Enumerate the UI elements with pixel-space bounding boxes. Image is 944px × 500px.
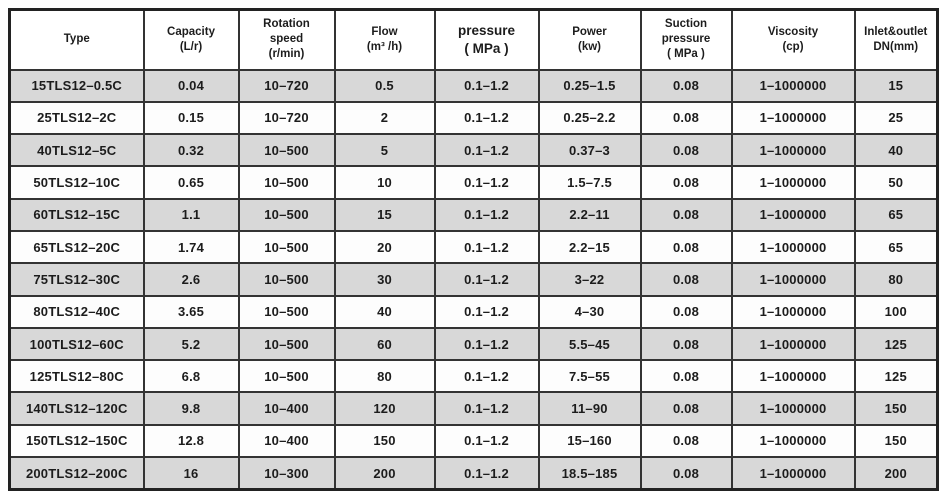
column-header-line: pressure xyxy=(661,33,711,46)
cell-flow: 5 xyxy=(335,134,435,166)
cell-rotation-speed: 10–720 xyxy=(239,102,335,134)
cell-type: 60TLS12–15C xyxy=(10,199,144,231)
cell-flow: 20 xyxy=(335,231,435,263)
cell-capacity: 1.74 xyxy=(144,231,239,263)
table-row-125TLS12–80C xyxy=(10,360,938,392)
cell-rotation-speed: 10–400 xyxy=(239,425,335,457)
cell-flow: 10 xyxy=(335,166,435,198)
column-header-line: ( MPa ) xyxy=(464,40,509,56)
cell-inlet-outlet-dn: 80 xyxy=(855,263,938,295)
column-header-suction-pressure xyxy=(641,10,732,70)
cell-capacity: 0.04 xyxy=(144,70,239,102)
cell-power: 15–160 xyxy=(539,425,641,457)
column-header-line: Suction xyxy=(664,18,708,31)
column-header-inlet-outlet-dn xyxy=(855,10,938,70)
cell-flow: 200 xyxy=(335,457,435,489)
cell-power: 3–22 xyxy=(539,263,641,295)
column-header-line: (L/r) xyxy=(179,40,203,53)
cell-inlet-outlet-dn: 25 xyxy=(855,102,938,134)
cell-viscosity: 1–1000000 xyxy=(732,231,855,263)
cell-flow: 30 xyxy=(335,263,435,295)
cell-type: 100TLS12–60C xyxy=(10,328,144,360)
cell-pressure: 0.1–1.2 xyxy=(435,134,539,166)
column-header-line: Flow xyxy=(371,25,398,38)
cell-viscosity: 1–1000000 xyxy=(732,425,855,457)
cell-flow: 80 xyxy=(335,360,435,392)
cell-flow: 40 xyxy=(335,296,435,328)
cell-capacity: 1.1 xyxy=(144,199,239,231)
cell-power: 1.5–7.5 xyxy=(539,166,641,198)
cell-type: 65TLS12–20C xyxy=(10,231,144,263)
cell-power: 0.25–2.2 xyxy=(539,102,641,134)
table-row-60TLS12–15C xyxy=(10,199,938,231)
column-header-line: (r/min) xyxy=(268,48,305,61)
cell-viscosity: 1–1000000 xyxy=(732,263,855,295)
cell-suction-pressure: 0.08 xyxy=(641,70,732,102)
cell-capacity: 0.15 xyxy=(144,102,239,134)
cell-capacity: 2.6 xyxy=(144,263,239,295)
cell-pressure: 0.1–1.2 xyxy=(435,457,539,489)
table-row-50TLS12–10C xyxy=(10,166,938,198)
cell-flow: 15 xyxy=(335,199,435,231)
table-row-140TLS12–120C xyxy=(10,392,938,424)
column-header-type xyxy=(10,10,144,70)
column-header-line: pressure xyxy=(457,23,516,39)
table-row-200TLS12–200C xyxy=(10,457,938,489)
cell-capacity: 12.8 xyxy=(144,425,239,457)
table-header-row xyxy=(10,10,938,70)
cell-rotation-speed: 10–500 xyxy=(239,360,335,392)
cell-inlet-outlet-dn: 40 xyxy=(855,134,938,166)
column-header-viscosity xyxy=(732,10,855,70)
column-header-line: DN(mm) xyxy=(873,40,919,53)
cell-power: 4–30 xyxy=(539,296,641,328)
table-row-100TLS12–60C xyxy=(10,328,938,360)
cell-pressure: 0.1–1.2 xyxy=(435,360,539,392)
cell-viscosity: 1–1000000 xyxy=(732,457,855,489)
cell-rotation-speed: 10–500 xyxy=(239,328,335,360)
table-body xyxy=(10,70,938,490)
cell-inlet-outlet-dn: 50 xyxy=(855,166,938,198)
cell-viscosity: 1–1000000 xyxy=(732,392,855,424)
table-header xyxy=(10,10,938,70)
cell-pressure: 0.1–1.2 xyxy=(435,70,539,102)
cell-capacity: 0.65 xyxy=(144,166,239,198)
cell-rotation-speed: 10–500 xyxy=(239,296,335,328)
column-header-line: ( MPa ) xyxy=(667,48,705,61)
cell-suction-pressure: 0.08 xyxy=(641,166,732,198)
table-row-15TLS12–0.5C xyxy=(10,70,938,102)
cell-capacity: 0.32 xyxy=(144,134,239,166)
cell-viscosity: 1–1000000 xyxy=(732,166,855,198)
cell-type: 75TLS12–30C xyxy=(10,263,144,295)
cell-power: 0.25–1.5 xyxy=(539,70,641,102)
cell-rotation-speed: 10–400 xyxy=(239,392,335,424)
cell-pressure: 0.1–1.2 xyxy=(435,296,539,328)
cell-inlet-outlet-dn: 65 xyxy=(855,199,938,231)
cell-type: 15TLS12–0.5C xyxy=(10,70,144,102)
cell-suction-pressure: 0.08 xyxy=(641,360,732,392)
cell-pressure: 0.1–1.2 xyxy=(435,425,539,457)
cell-capacity: 5.2 xyxy=(144,328,239,360)
cell-viscosity: 1–1000000 xyxy=(732,199,855,231)
column-header-line: Rotation xyxy=(263,18,310,31)
column-header-line: (kw) xyxy=(578,40,601,53)
cell-pressure: 0.1–1.2 xyxy=(435,392,539,424)
cell-inlet-outlet-dn: 15 xyxy=(855,70,938,102)
cell-flow: 150 xyxy=(335,425,435,457)
cell-capacity: 3.65 xyxy=(144,296,239,328)
cell-suction-pressure: 0.08 xyxy=(641,134,732,166)
cell-viscosity: 1–1000000 xyxy=(732,296,855,328)
column-header-line: Inlet&outlet xyxy=(864,25,928,38)
cell-power: 18.5–185 xyxy=(539,457,641,489)
cell-viscosity: 1–1000000 xyxy=(732,102,855,134)
cell-pressure: 0.1–1.2 xyxy=(435,102,539,134)
cell-type: 25TLS12–2C xyxy=(10,102,144,134)
cell-suction-pressure: 0.08 xyxy=(641,231,732,263)
cell-capacity: 6.8 xyxy=(144,360,239,392)
cell-pressure: 0.1–1.2 xyxy=(435,199,539,231)
cell-power: 2.2–15 xyxy=(539,231,641,263)
table-row-25TLS12–2C xyxy=(10,102,938,134)
cell-type: 80TLS12–40C xyxy=(10,296,144,328)
cell-rotation-speed: 10–300 xyxy=(239,457,335,489)
cell-power: 11–90 xyxy=(539,392,641,424)
cell-pressure: 0.1–1.2 xyxy=(435,231,539,263)
cell-rotation-speed: 10–500 xyxy=(239,231,335,263)
cell-suction-pressure: 0.08 xyxy=(641,102,732,134)
cell-pressure: 0.1–1.2 xyxy=(435,166,539,198)
cell-rotation-speed: 10–500 xyxy=(239,134,335,166)
cell-power: 5.5–45 xyxy=(539,328,641,360)
cell-inlet-outlet-dn: 150 xyxy=(855,425,938,457)
cell-rotation-speed: 10–500 xyxy=(239,199,335,231)
column-header-pressure xyxy=(435,10,539,70)
cell-capacity: 16 xyxy=(144,457,239,489)
cell-suction-pressure: 0.08 xyxy=(641,328,732,360)
pump-specification-table xyxy=(8,8,939,491)
table-row-75TLS12–30C xyxy=(10,263,938,295)
table-row-80TLS12–40C xyxy=(10,296,938,328)
cell-suction-pressure: 0.08 xyxy=(641,425,732,457)
table-row-150TLS12–150C xyxy=(10,425,938,457)
column-header-line: (m³ /h) xyxy=(366,40,403,53)
cell-power: 2.2–11 xyxy=(539,199,641,231)
column-header-flow xyxy=(335,10,435,70)
cell-type: 140TLS12–120C xyxy=(10,392,144,424)
cell-inlet-outlet-dn: 150 xyxy=(855,392,938,424)
column-header-line: speed xyxy=(269,33,304,46)
cell-pressure: 0.1–1.2 xyxy=(435,263,539,295)
table-row-40TLS12–5C xyxy=(10,134,938,166)
cell-suction-pressure: 0.08 xyxy=(641,296,732,328)
cell-power: 0.37–3 xyxy=(539,134,641,166)
column-header-power xyxy=(539,10,641,70)
cell-inlet-outlet-dn: 125 xyxy=(855,360,938,392)
cell-type: 125TLS12–80C xyxy=(10,360,144,392)
cell-rotation-speed: 10–500 xyxy=(239,166,335,198)
cell-suction-pressure: 0.08 xyxy=(641,263,732,295)
column-header-capacity xyxy=(144,10,239,70)
table-row-65TLS12–20C xyxy=(10,231,938,263)
cell-inlet-outlet-dn: 200 xyxy=(855,457,938,489)
cell-suction-pressure: 0.08 xyxy=(641,457,732,489)
cell-suction-pressure: 0.08 xyxy=(641,199,732,231)
cell-viscosity: 1–1000000 xyxy=(732,360,855,392)
cell-suction-pressure: 0.08 xyxy=(641,392,732,424)
column-header-line: Viscosity xyxy=(767,25,819,38)
cell-power: 7.5–55 xyxy=(539,360,641,392)
cell-viscosity: 1–1000000 xyxy=(732,134,855,166)
cell-type: 150TLS12–150C xyxy=(10,425,144,457)
cell-inlet-outlet-dn: 65 xyxy=(855,231,938,263)
cell-flow: 60 xyxy=(335,328,435,360)
cell-flow: 0.5 xyxy=(335,70,435,102)
cell-type: 200TLS12–200C xyxy=(10,457,144,489)
column-header-line: Power xyxy=(572,25,607,38)
cell-viscosity: 1–1000000 xyxy=(732,70,855,102)
cell-inlet-outlet-dn: 100 xyxy=(855,296,938,328)
cell-rotation-speed: 10–720 xyxy=(239,70,335,102)
cell-capacity: 9.8 xyxy=(144,392,239,424)
cell-inlet-outlet-dn: 125 xyxy=(855,328,938,360)
cell-rotation-speed: 10–500 xyxy=(239,263,335,295)
column-header-rotation-speed xyxy=(239,10,335,70)
column-header-line: Capacity xyxy=(167,25,215,38)
cell-flow: 120 xyxy=(335,392,435,424)
cell-type: 50TLS12–10C xyxy=(10,166,144,198)
cell-flow: 2 xyxy=(335,102,435,134)
cell-type: 40TLS12–5C xyxy=(10,134,144,166)
column-header-line: Type xyxy=(63,33,90,46)
cell-viscosity: 1–1000000 xyxy=(732,328,855,360)
column-header-line: (cp) xyxy=(782,40,804,53)
cell-pressure: 0.1–1.2 xyxy=(435,328,539,360)
